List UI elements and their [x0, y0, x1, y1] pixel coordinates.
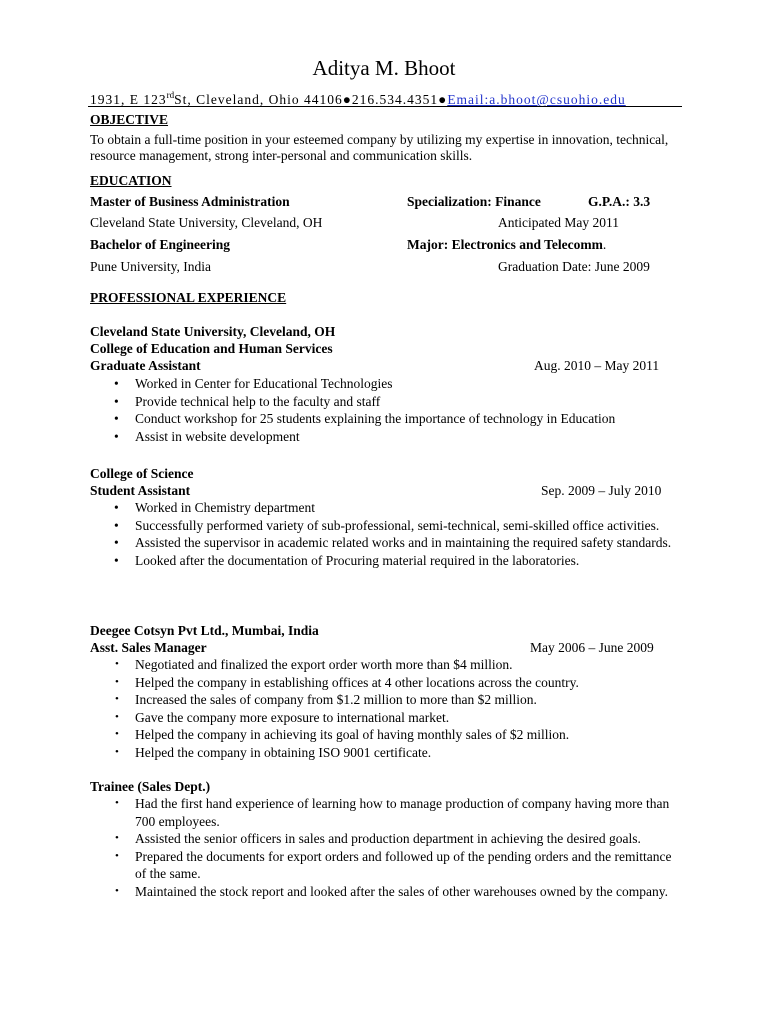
- list-item: • Looked after the documentation of Procuring material required in the laboratories.: [114, 552, 580, 568]
- job2-dept: College of Science: [90, 466, 194, 481]
- header-rule: [88, 106, 682, 107]
- list-item: • Provide technical help to the faculty and staff: [114, 393, 381, 409]
- job4-title: Trainee (Sales Dept.): [90, 779, 211, 794]
- list-item: • Successfully performed variety of sub-professional, semi-technical, semi-skilled office activities.: [114, 517, 660, 533]
- list-item: • Conduct workshop for 25 students explaining the importance of technology in Education: [114, 411, 616, 426]
- education-row-pune: [90, 258, 675, 275]
- list-item: • Helped the company in establishing offices at 4 other locations across the country.: [115, 674, 579, 690]
- date-be: Graduation Date: June 2009: [498, 259, 650, 274]
- contact-line: [90, 87, 626, 108]
- job2-dates: Sep. 2009 – July 2010: [541, 483, 662, 498]
- degree-mba: Master of Business Administration: [90, 194, 290, 209]
- job3-bullets: [90, 656, 680, 761]
- job1-title: Graduate Assistant: [90, 358, 201, 373]
- list-item: • Assisted the senior officers in sales and production department in achieving the desired goals.: [115, 831, 641, 846]
- experience-heading: PROFESSIONAL EXPERIENCE: [90, 290, 287, 305]
- email-link[interactable]: Email:a.bhoot@csuohio.edu: [447, 92, 626, 107]
- job3-title-row: [90, 639, 675, 656]
- list-item: • Assisted the supervisor in academic related works and in maintaining the required safety standards.: [114, 535, 672, 550]
- date-mba: Anticipated May 2011: [498, 215, 619, 230]
- list-item: • Helped the company in achieving its goal of having monthly sales of $2 million.: [115, 727, 570, 742]
- list-item: • Had the first hand experience of learning how to manage production of company having more than 700 employees.: [115, 796, 670, 829]
- list-item: • Maintained the stock report and looked after the sales of other warehouses owned by the company.: [115, 883, 668, 899]
- candidate-name: Aditya M. Bhoot: [312, 56, 456, 80]
- specialization: Specialization: Finance: [407, 194, 541, 209]
- list-item: • Prepared the documents for export orders and followed up of the pending orders and the remittance of the same.: [115, 848, 672, 881]
- list-item: • Negotiated and finalized the export order worth more than $4 million.: [115, 657, 513, 672]
- address: 1931, E 123rdSt, Cleveland, Ohio 44106: [90, 90, 343, 107]
- job3-dates: May 2006 – June 2009: [530, 640, 654, 655]
- education-row-csu: [90, 214, 675, 231]
- school-pune: Pune University, India: [90, 259, 211, 274]
- job4-bullets: [90, 795, 675, 900]
- education-row-mba: [90, 193, 675, 210]
- list-item: • Gave the company more exposure to international market.: [115, 709, 450, 725]
- education-row-be: [90, 236, 675, 253]
- gpa: G.P.A.: 3.3: [588, 194, 651, 209]
- list-item: • Worked in Center for Educational Technologies: [114, 376, 393, 391]
- job2-title-row: [90, 482, 675, 499]
- school-csu: Cleveland State University, Cleveland, OH: [90, 215, 323, 230]
- job1-dept: College of Education and Human Services: [90, 341, 333, 356]
- job3-title: Asst. Sales Manager: [90, 640, 207, 655]
- separator-dot: ●: [342, 92, 352, 107]
- list-item: • Worked in Chemistry department: [114, 500, 315, 515]
- list-item: • Increased the sales of company from $1.2 million to more than $2 million.: [115, 692, 537, 707]
- objective-text: To obtain a full-time position in your esteemed company by utilizing my expertise in innovation, technical, resource management, strong inter-personal and communication skills.: [90, 132, 669, 163]
- phone: 216.534.4351: [351, 92, 439, 107]
- list-item: • Assist in website development: [114, 428, 300, 444]
- job1-bullets: [90, 375, 680, 445]
- job2-bullets: [90, 499, 675, 569]
- education-heading: EDUCATION: [90, 173, 172, 188]
- job1-title-row: [90, 357, 675, 374]
- objective-heading: OBJECTIVE: [90, 112, 169, 127]
- major: Major: Electronics and Telecomm.: [407, 237, 607, 252]
- list-item: • Helped the company in obtaining ISO 9001 certificate.: [115, 744, 432, 760]
- job1-dates: Aug. 2010 – May 2011: [534, 358, 660, 373]
- job3-org: Deegee Cotsyn Pvt Ltd., Mumbai, India: [90, 623, 319, 638]
- job2-title: Student Assistant: [90, 483, 191, 498]
- separator-dot: ●: [438, 92, 448, 107]
- job1-org: Cleveland State University, Cleveland, OH: [90, 324, 336, 339]
- degree-be: Bachelor of Engineering: [90, 237, 230, 252]
